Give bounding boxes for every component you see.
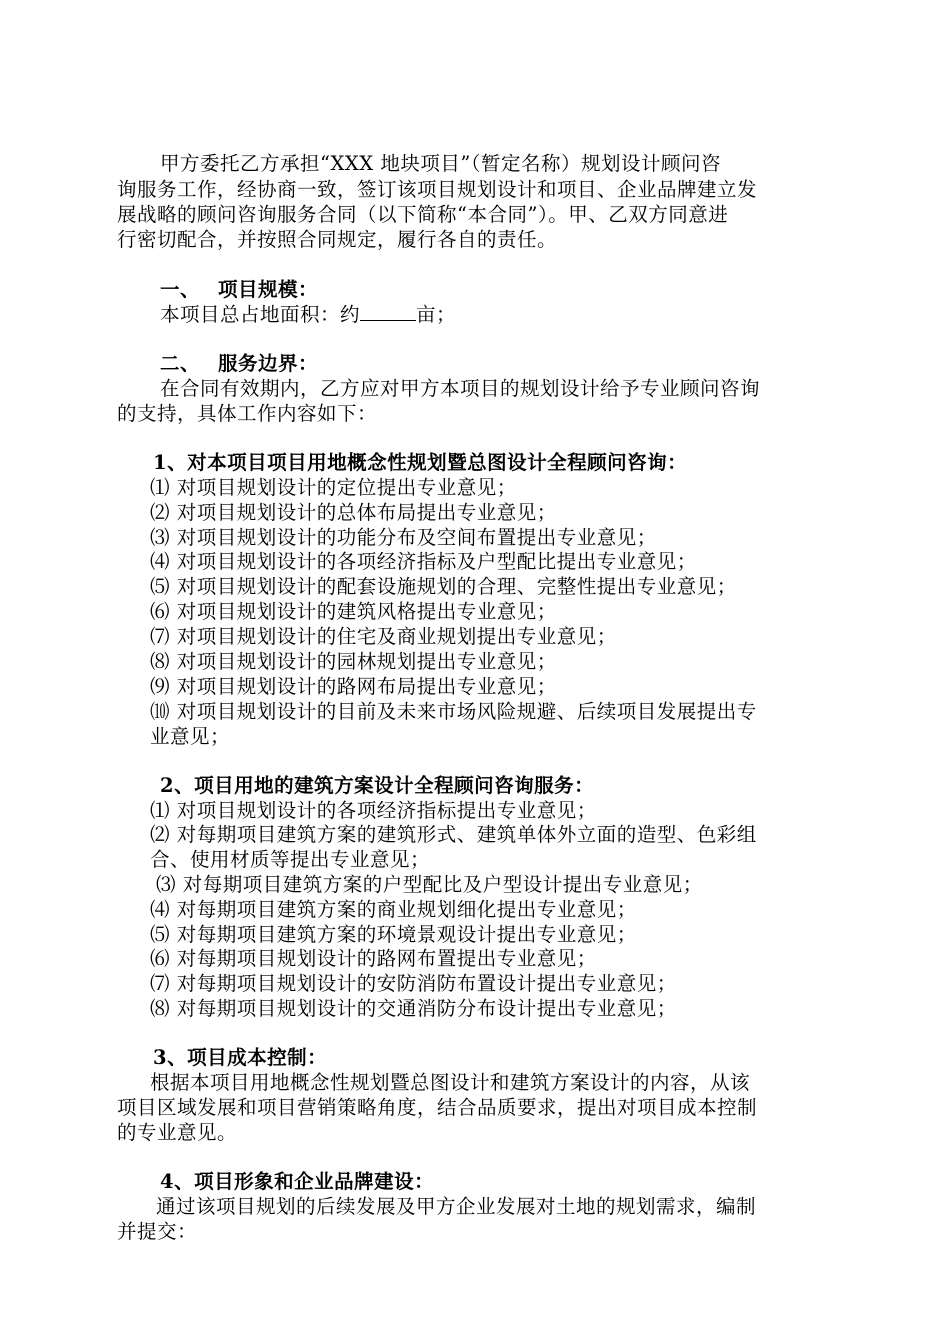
site-area-prefix: 本项目总占地面积：约: [160, 303, 361, 326]
subsection-1-item: ⑵ 对项目规划设计的总体布局提出专业意见；: [150, 501, 557, 524]
subsection-2-item: ⑺ 对每期项目规划设计的安防消防布置设计提出专业意见；: [150, 972, 677, 995]
section-1-heading: [160, 277, 318, 303]
section-2-title: 服务边界：: [218, 352, 319, 375]
subsection-1-heading: 1、对本项目项目用地概念性规划暨总图设计全程顾问咨询：: [153, 451, 688, 474]
subsection-1-item: ⑶ 对项目规划设计的功能分布及空间布置提出专业意见；: [150, 526, 657, 549]
section-2-number: 二、: [160, 352, 201, 375]
subsection-3-heading: 3、项目成本控制：: [153, 1046, 328, 1069]
subsection-1-item: ⑺ 对项目规划设计的住宅及商业规划提出专业意见；: [150, 625, 617, 648]
subsection-2-item: ⑴ 对项目规划设计的各项经济指标提出专业意见；: [150, 799, 597, 822]
subsection-1-item: ⑴ 对项目规划设计的定位提出专业意见；: [150, 476, 517, 499]
subsection-4-line-2: 并提交：: [117, 1220, 198, 1243]
subsection-2-item: 合、使用材质等提出专业意见；: [150, 848, 431, 871]
intro-line-3: 展战略的顾问咨询服务合同（以下简称“本合同”）。甲、乙双方同意进: [117, 203, 729, 226]
service-scope-line-1: 在合同有效期内，乙方应对甲方本项目的规划设计给予专业顾问咨询: [160, 377, 761, 400]
subsection-1-item: ⑹ 对项目规划设计的建筑风格提出专业意见；: [150, 600, 557, 623]
subsection-3-line-2: 项目区域发展和项目营销策略角度，结合品质要求，提出对项目成本控制: [117, 1096, 758, 1119]
subsection-2-item: ⑶ 对每期项目建筑方案的户型配比及户型设计提出专业意见；: [156, 873, 703, 896]
subsection-1-item: ⑷ 对项目规划设计的各项经济指标及户型配比提出专业意见；: [150, 550, 697, 573]
subsection-3-line-1: 根据本项目用地概念性规划暨总图设计和建筑方案设计的内容，从该: [150, 1071, 751, 1094]
subsection-2-item: ⑸ 对每期项目建筑方案的环境景观设计提出专业意见；: [150, 923, 637, 946]
subsection-1-item: ⑸ 对项目规划设计的配套设施规划的合理、完整性提出专业意见；: [150, 575, 737, 598]
subsection-1-item: 业意见；: [150, 725, 231, 748]
intro-line-1: 甲方委托乙方承担“XXX 地块项目”（暂定名称）规划设计顾问咨: [160, 152, 722, 175]
subsection-2-heading: 2、项目用地的建筑方案设计全程顾问咨询服务：: [160, 774, 595, 797]
subsection-2-item: ⑻ 对每期项目规划设计的交通消防分布设计提出专业意见；: [150, 997, 677, 1020]
subsection-4-heading: 4、项目形象和企业品牌建设：: [160, 1170, 435, 1193]
subsection-1-item: ⑻ 对项目规划设计的园林规划提出专业意见；: [150, 650, 557, 673]
intro-line-2: 询服务工作，经协商一致，签订该项目规划设计和项目、企业品牌建立发: [117, 178, 758, 201]
subsection-3-line-3: 的专业意见。: [117, 1121, 238, 1144]
intro-line-4: 行密切配合，并按照合同规定，履行各自的责任。: [117, 228, 558, 251]
subsection-2-item: ⑹ 对每期项目规划设计的路网布置提出专业意见；: [150, 947, 597, 970]
section-2-heading: [160, 351, 318, 377]
subsection-2-item: ⑵ 对每期项目建筑方案的建筑形式、建筑单体外立面的造型、色彩组: [150, 823, 757, 846]
section-1-title: 项目规模：: [218, 278, 319, 301]
section-1-number: 一、: [160, 278, 201, 301]
subsection-1-item: ⑼ 对项目规划设计的路网布局提出专业意见；: [150, 675, 557, 698]
site-area-unit: 亩；: [416, 303, 457, 326]
site-area-line: [160, 302, 456, 328]
service-scope-line-2: 的支持，具体工作内容如下：: [117, 402, 378, 425]
subsection-4-line-1: 通过该项目规划的后续发展及甲方企业发展对土地的规划需求，编制: [156, 1195, 757, 1218]
site-area-blank: [360, 302, 416, 321]
subsection-1-item: ⑽ 对项目规划设计的目前及未来市场风险规避、后续项目发展提出专: [150, 700, 757, 723]
subsection-2-item: ⑷ 对每期项目建筑方案的商业规划细化提出专业意见；: [150, 898, 637, 921]
